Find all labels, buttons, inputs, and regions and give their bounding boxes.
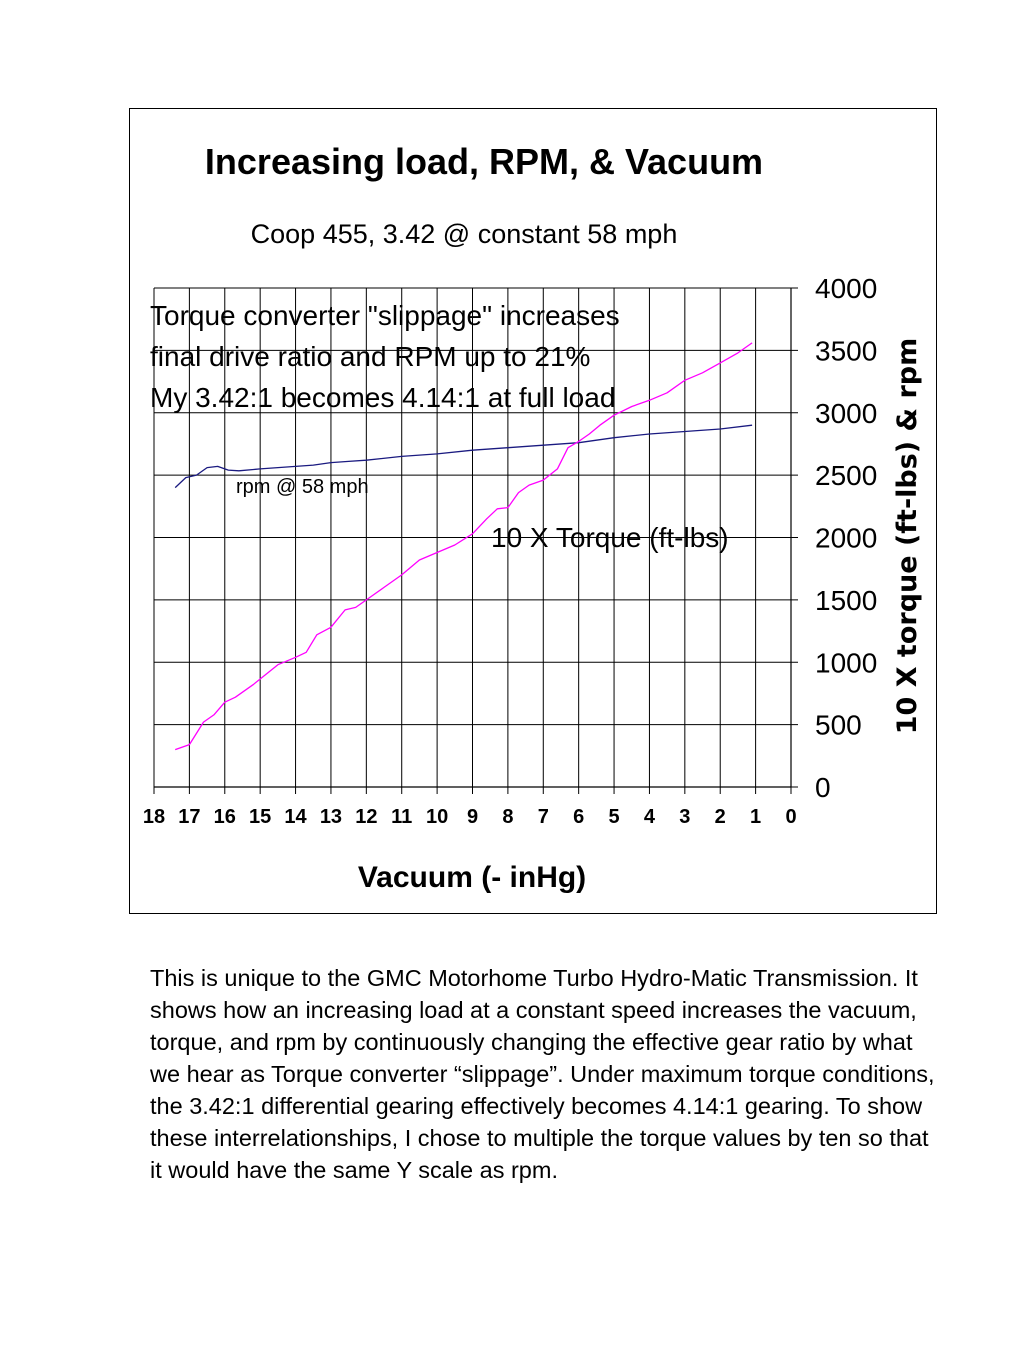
x-tick-label: 6	[573, 806, 585, 828]
x-tick-label: 15	[249, 806, 272, 828]
x-tick-label: 8	[502, 806, 514, 828]
x-tick-label: 17	[178, 806, 201, 828]
y-axis-label: 10 X torque (ft-lbs) & rpm	[892, 337, 923, 735]
x-tick-label: 4	[643, 806, 656, 828]
y-tick-label: 1000	[815, 647, 878, 679]
x-tick-label: 10	[425, 806, 449, 828]
chart-title: Increasing load, RPM, & Vacuum	[204, 141, 764, 182]
rpm-series-label: rpm @ 58 mph	[236, 476, 369, 498]
x-tick-label: 12	[355, 806, 378, 828]
x-tick-label: 18	[142, 806, 166, 828]
y-tick-label: 3000	[815, 397, 878, 429]
x-tick-label: 9	[466, 806, 479, 828]
x-tick-label: 11	[391, 806, 413, 828]
y-tick-label: 3500	[815, 335, 878, 367]
x-axis-label: Vacuum (- inHg)	[357, 861, 587, 894]
x-tick-label: 0	[785, 806, 797, 828]
y-tick-label: 0	[815, 772, 831, 803]
y-tick-label: 2500	[815, 460, 878, 492]
chart-frame	[129, 108, 937, 914]
y-tick-label: 1500	[815, 584, 878, 616]
annotation-line-2: final drive ratio and RPM up to 21%	[150, 341, 591, 372]
y-tick-label: 4000	[815, 273, 878, 304]
y-tick-label: 500	[815, 709, 862, 741]
chart-svg	[130, 109, 938, 915]
x-tick-label: 7	[537, 806, 549, 828]
caption-paragraph: This is unique to the GMC Motorhome Turbo Hydro-Matic Transmission. It shows how an increasing load at a constant speed increases the vacuum, torque, and rpm by continuously changing the effective gear ratio by what we hear as Torque converter “slippage”. Under maximum torque conditions, the 3.42:1 differential gearing effectively becomes 4.14:1 gearing. To show these interrelationships, I chose to multiple the torque values by ten so that it would have the same Y scale as rpm.	[150, 965, 935, 1183]
x-tick-label: 13	[319, 806, 343, 828]
x-tick-label: 16	[213, 806, 236, 828]
x-tick-label: 14	[284, 806, 307, 828]
y-tick-label: 2000	[815, 522, 878, 554]
annotation-line-1: Torque converter "slippage" increases	[150, 300, 620, 331]
annotation-line-3: My 3.42:1 becomes 4.14:1 at full load	[150, 382, 616, 413]
torque-series-label: 10 X Torque (ft-lbs)	[491, 522, 729, 553]
x-tick-label: 1	[750, 806, 762, 828]
x-tick-label: 3	[679, 806, 691, 828]
x-tick-label: 2	[714, 806, 726, 828]
x-tick-label: 5	[608, 806, 620, 828]
chart-subtitle: Coop 455, 3.42 @ constant 58 mph	[250, 219, 678, 249]
